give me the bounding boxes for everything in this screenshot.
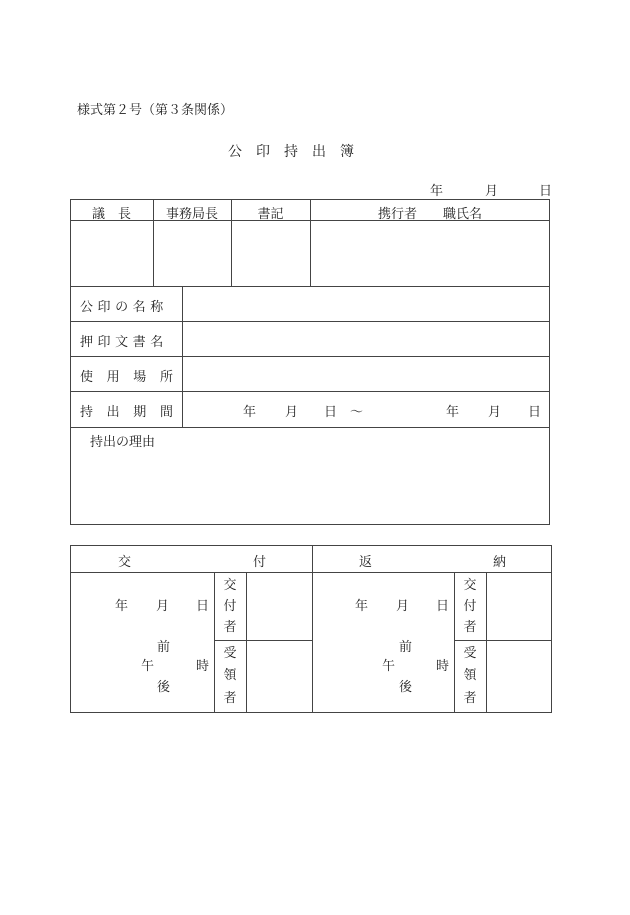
form-number: 様式第２号（第３条関係） — [77, 103, 234, 118]
return-header-left: 返 — [359, 555, 373, 570]
place-of-use-field[interactable] — [183, 357, 549, 391]
delivery-header-left: 交 — [118, 555, 132, 570]
deliverer-char: 者 — [223, 620, 237, 635]
secretary-general-stamp-cell[interactable] — [154, 221, 231, 286]
delivery-noon: 午 — [141, 659, 155, 674]
carrier-name-cell[interactable] — [311, 221, 549, 286]
deliverer-char: 付 — [223, 599, 237, 614]
period-end-day: 日 — [528, 405, 542, 420]
chair-stamp-cell[interactable] — [71, 221, 153, 286]
deliverer-char: 交 — [223, 578, 237, 593]
period-start-month: 月 — [285, 405, 299, 420]
header-carrier-name: 携行者 職氏名 — [377, 207, 482, 222]
return-header-right: 納 — [493, 555, 507, 570]
header-chair: 議 長 — [91, 207, 131, 222]
document-name-field[interactable] — [183, 322, 549, 356]
seal-name-field[interactable] — [183, 287, 549, 321]
delivery-pm: 後 — [157, 680, 171, 695]
delivery-am: 前 — [157, 640, 171, 655]
delivery-hour: 時 — [196, 659, 210, 674]
period-start-year: 年 — [243, 405, 257, 420]
document-name-label: 押印文書名 — [80, 335, 168, 350]
deliverer-char: 交 — [463, 578, 477, 593]
return-month: 月 — [396, 599, 410, 614]
seal-name-label: 公印の名称 — [80, 300, 168, 315]
return-deliverer-stamp[interactable] — [487, 573, 551, 640]
deliverer-char: 者 — [463, 620, 477, 635]
header-year: 年 — [430, 184, 444, 199]
receiver-char: 受 — [223, 646, 237, 661]
deliverer-char: 付 — [463, 599, 477, 614]
header-clerk: 書記 — [257, 207, 284, 222]
period-end-year: 年 — [446, 405, 460, 420]
period-end-month: 月 — [488, 405, 502, 420]
return-am: 前 — [399, 640, 413, 655]
receiver-char: 者 — [463, 691, 477, 706]
receiver-char: 者 — [223, 691, 237, 706]
return-pm: 後 — [399, 680, 413, 695]
header-month: 月 — [485, 184, 499, 199]
reason-label: 持出の理由 — [90, 435, 156, 450]
reason-field[interactable] — [71, 450, 549, 524]
receiver-char: 領 — [223, 668, 237, 683]
delivery-month: 月 — [156, 599, 170, 614]
delivery-header-right: 付 — [253, 555, 267, 570]
receiver-char: 受 — [463, 646, 477, 661]
place-of-use-label: 使用場所 — [80, 370, 187, 385]
period-label: 持出期間 — [80, 405, 187, 420]
delivery-day: 日 — [196, 599, 210, 614]
delivery-receiver-stamp[interactable] — [247, 641, 312, 712]
return-year: 年 — [355, 599, 369, 614]
clerk-stamp-cell[interactable] — [232, 221, 310, 286]
header-secretary-general: 事務局長 — [165, 207, 218, 222]
delivery-deliverer-stamp[interactable] — [247, 573, 312, 640]
return-day: 日 — [436, 599, 450, 614]
delivery-year: 年 — [115, 599, 129, 614]
page-title: 公 印 持 出 簿 — [228, 144, 354, 160]
period-start-day: 日 — [324, 405, 338, 420]
return-hour: 時 — [436, 659, 450, 674]
return-noon: 午 — [382, 659, 396, 674]
period-tilde: 〜 — [350, 405, 364, 420]
return-receiver-stamp[interactable] — [487, 641, 551, 712]
receiver-char: 領 — [463, 668, 477, 683]
header-day: 日 — [539, 184, 553, 199]
